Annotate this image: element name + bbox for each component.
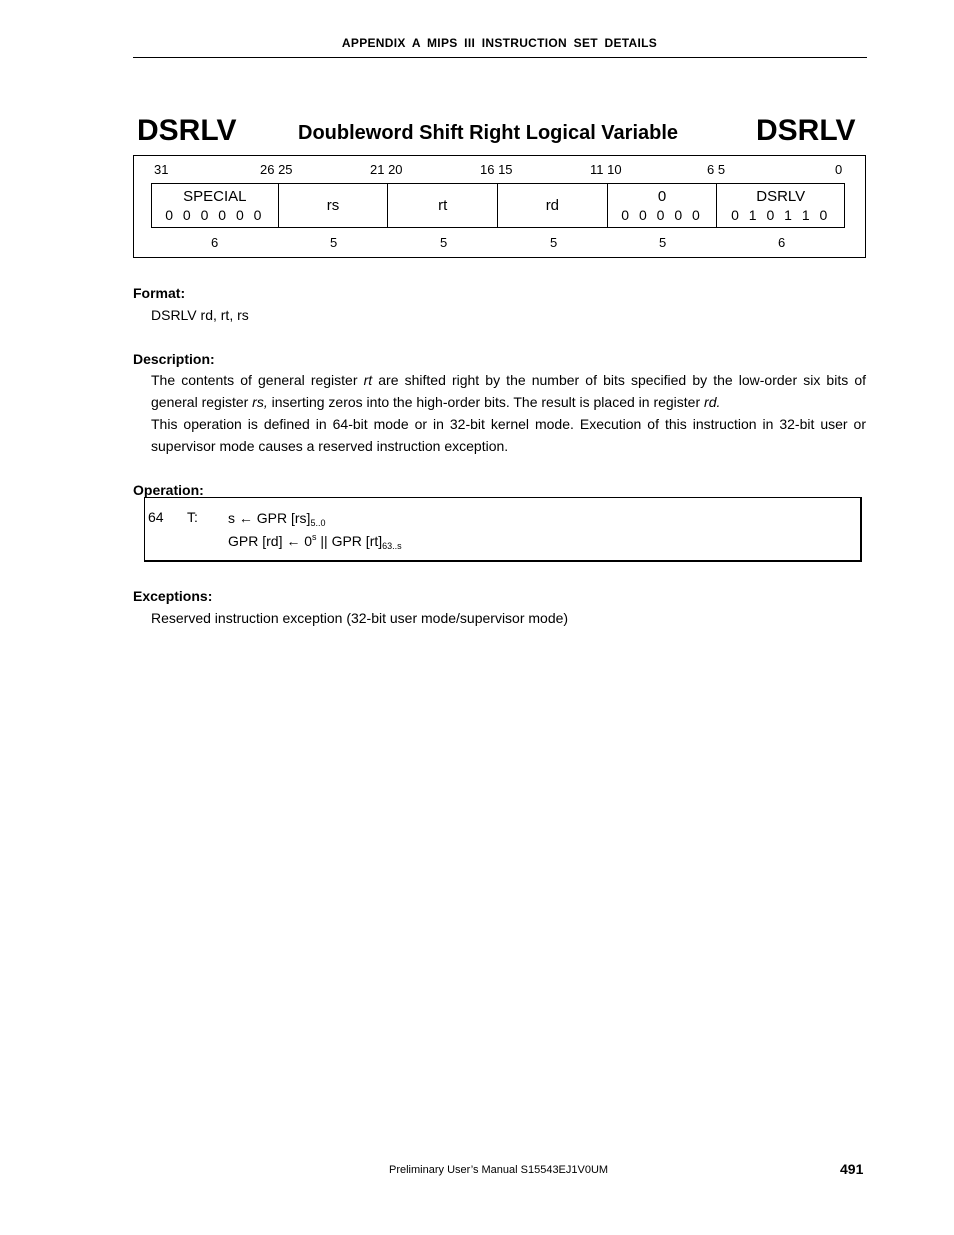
bit-number: 0	[835, 162, 843, 177]
text-run: The contents of general register	[151, 372, 364, 388]
field-name: rs	[326, 196, 340, 214]
running-header: APPENDIX A MIPS III INSTRUCTION SET DETAILS	[341, 36, 658, 50]
field-bits: 0 0 0 0 0 0	[165, 206, 265, 223]
footer-text: Preliminary User’s Manual S15543EJ1V0UM	[389, 1164, 609, 1176]
format-heading: Format:	[133, 285, 186, 301]
field-width: 5	[440, 235, 448, 250]
format-text: DSRLV rd, rt, rs	[151, 307, 249, 323]
field-rt	[388, 184, 498, 227]
text-run: are shifted right by the number of bits specified by the low-order six bits of general register	[151, 372, 866, 410]
description-heading: Description:	[133, 351, 215, 367]
description-paragraph: This operation is defined in 64-bit mode or in 32-bit kernel mode. Execution of this instruction in 32-bit user or supervisor mode causes a reserved instruction exception.	[151, 416, 866, 454]
field-bits: 0 0 0 0 0	[621, 206, 703, 223]
field-width: 5	[659, 235, 667, 250]
operation-heading: Operation:	[133, 482, 204, 498]
mnemonic-right: DSRLV	[756, 114, 856, 147]
bit-number: 6 5	[707, 162, 726, 177]
bit-number: 26 25	[260, 162, 293, 177]
register-rd: rd.	[704, 394, 721, 410]
field-name: SPECIAL	[183, 187, 247, 205]
subscript: 5..0	[310, 518, 326, 528]
instruction-title: Doubleword Shift Right Logical Variable	[298, 122, 679, 144]
field-width: 6	[778, 235, 786, 250]
field-width: 5	[550, 235, 558, 250]
header-rule	[133, 57, 867, 58]
operation-line-2	[228, 532, 402, 551]
operation-mode: 64	[148, 509, 164, 525]
field-name: DSRLV	[756, 187, 806, 205]
field-name: rt	[438, 196, 448, 214]
bit-number: 31	[154, 162, 169, 177]
field-zero	[608, 184, 718, 227]
text-run: inserting zeros into the high-order bits. The result is placed in register	[267, 394, 705, 410]
subscript: 63..s	[382, 541, 402, 551]
mnemonic-left: DSRLV	[137, 114, 237, 147]
field-name: rd	[545, 196, 560, 214]
field-rd	[498, 184, 608, 227]
exceptions-heading: Exceptions:	[133, 588, 213, 604]
text-run: || GPR [rt]	[316, 533, 383, 549]
operation-box	[144, 497, 862, 562]
encoding-fields	[151, 183, 845, 228]
field-special	[152, 184, 279, 227]
bit-number: 21 20	[370, 162, 403, 177]
field-bits: 0 1 0 1 1 0	[731, 206, 831, 223]
description-body	[151, 369, 866, 457]
page-number: 491	[840, 1161, 864, 1177]
bit-number: 16 15	[480, 162, 513, 177]
exceptions-text: Reserved instruction exception (32-bit user mode/supervisor mode)	[151, 610, 569, 626]
superscript: s	[312, 532, 317, 542]
field-name: 0	[657, 187, 667, 205]
field-rs	[279, 184, 389, 227]
register-rs: rs,	[252, 394, 268, 410]
field-function	[717, 184, 844, 227]
register-rt: rt	[363, 372, 373, 388]
operation-line-1	[228, 510, 325, 528]
text-run: s ← GPR [rs]	[228, 510, 311, 526]
text-run: GPR [rd] ← 0	[228, 533, 313, 549]
field-width: 6	[211, 235, 219, 250]
bit-number: 11 10	[590, 162, 622, 177]
description-paragraph	[151, 369, 866, 413]
field-width: 5	[330, 235, 338, 250]
operation-time: T:	[187, 509, 198, 525]
